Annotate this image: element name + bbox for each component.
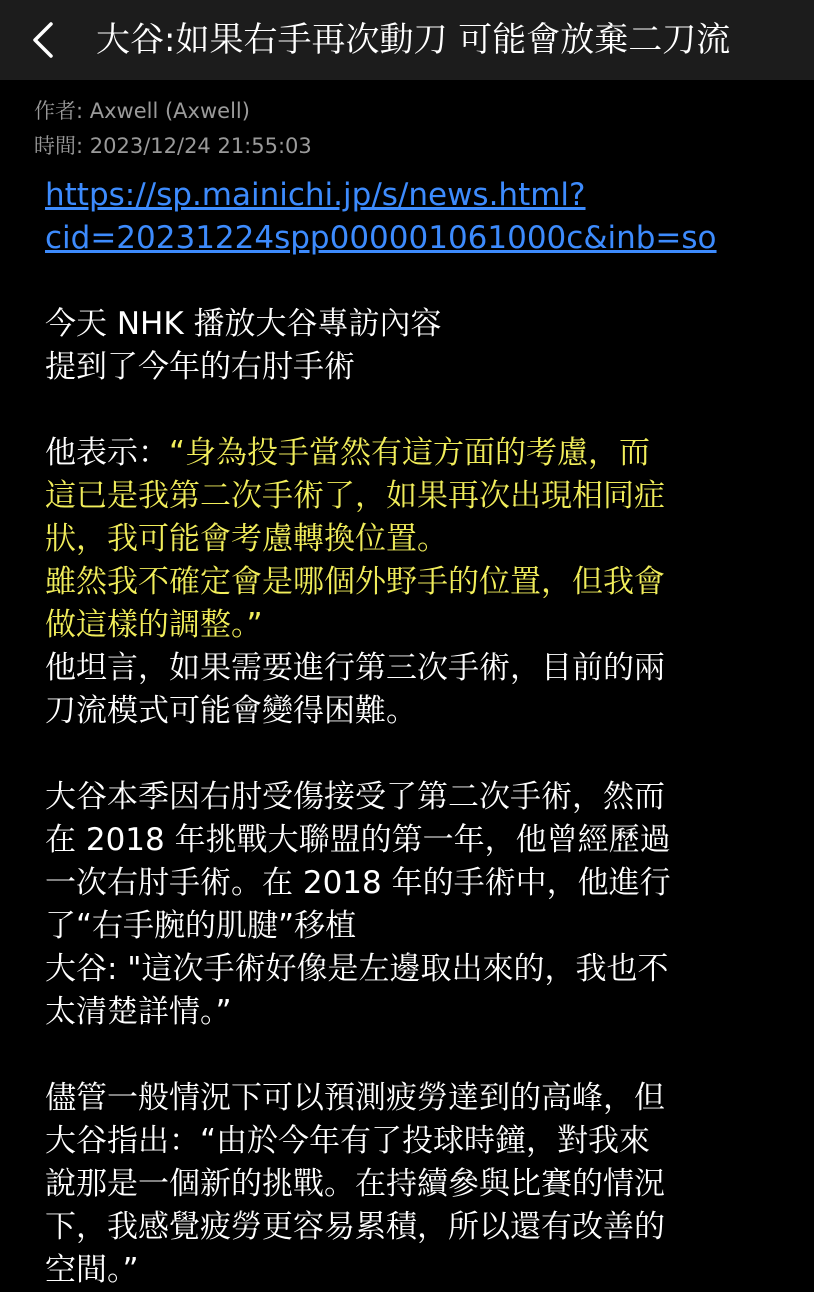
- article-body: [45, 174, 775, 1292]
- text-line: [45, 432, 775, 475]
- text-line: 儘管一般情況下可以預測疲勞達到的高峰，但: [45, 1080, 665, 1116]
- text-line: 空間。”: [45, 1252, 139, 1288]
- text-line: 了“右手腕的肌腱”移植: [45, 908, 357, 944]
- text-line: 說那是一個新的挑戰。在持續參與比賽的情況: [45, 1166, 665, 1202]
- header-bar: [0, 0, 814, 80]
- source-link[interactable]: [45, 174, 775, 260]
- time-line: 時間: 2023/12/24 21:55:03: [34, 134, 312, 158]
- highlighted-quote: 雖然我不確定會是哪個外野手的位置，但我會: [45, 564, 665, 600]
- highlighted-quote: 這已是我第二次手術了，如果再次出現相同症: [45, 478, 665, 514]
- paragraph-gap: [45, 389, 775, 432]
- paragraph-gap: [45, 733, 775, 776]
- text-line: 大谷本季因右肘受傷接受了第二次手術，然而: [45, 779, 665, 815]
- page-title: 大谷:如果右手再次動刀 可能會放棄二刀流: [96, 20, 731, 60]
- back-button[interactable]: [18, 14, 70, 66]
- paragraph-gap: [45, 1034, 775, 1077]
- text-line: 提到了今年的右肘手術: [45, 349, 355, 385]
- author-line: 作者: Axwell (Axwell): [34, 99, 250, 123]
- source-link-line[interactable]: https://sp.mainichi.jp/s/news.html?: [45, 177, 586, 213]
- highlighted-quote: 狀，我可能會考慮轉換位置。: [45, 521, 448, 557]
- highlighted-quote: 做這樣的調整。”: [45, 607, 263, 643]
- chevron-left-icon: [29, 20, 59, 60]
- text-line: 在 2018 年挑戰大聯盟的第一年，他曾經歷過: [45, 822, 671, 858]
- text-line: 下，我感覺疲勞更容易累積，所以還有改善的: [45, 1209, 665, 1245]
- text-line: 一次右肘手術。在 2018 年的手術中，他進行: [45, 865, 671, 901]
- text-line: 太清楚詳情。”: [45, 994, 232, 1030]
- text-line: 刀流模式可能會變得困難。: [45, 693, 417, 729]
- paragraph-gap: [45, 260, 775, 303]
- source-link-line[interactable]: cid=20231224spp000001061000c&inb=so: [45, 220, 717, 256]
- highlighted-quote: “身為投手當然有這方面的考慮，而: [169, 435, 651, 471]
- text-line: 今天 NHK 播放大谷專訪內容: [45, 306, 442, 342]
- text-line: 大谷指出：“由於今年有了投球時鐘，對我來: [45, 1123, 651, 1159]
- quote-lead: 他表示：: [45, 435, 169, 471]
- text-line: 他坦言，如果需要進行第三次手術，目前的兩: [45, 650, 665, 686]
- text-line: 大谷: "這次手術好像是左邊取出來的，我也不: [45, 951, 669, 987]
